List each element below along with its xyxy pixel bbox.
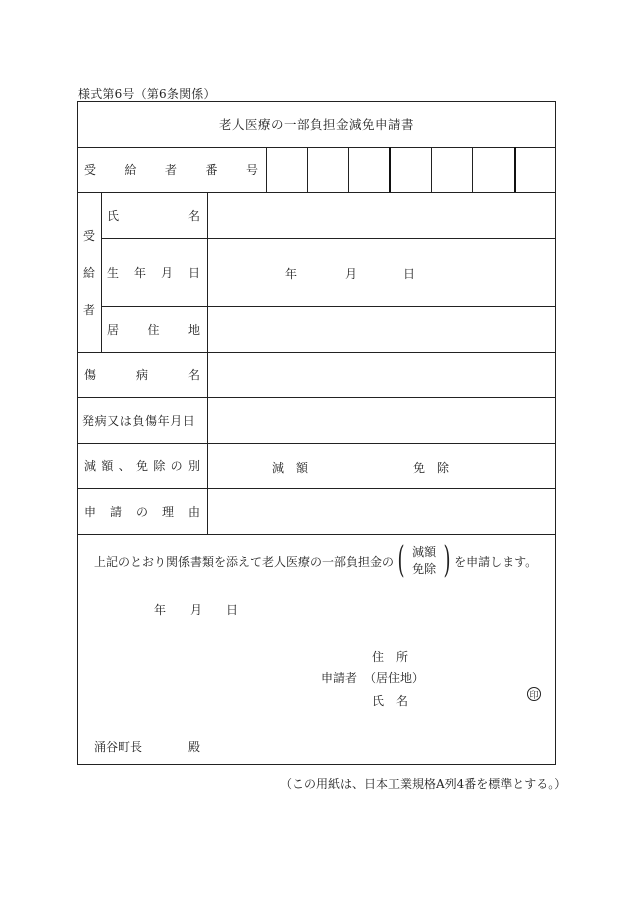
onset-field[interactable] bbox=[208, 398, 555, 443]
applicant-address-label: 住 所 bbox=[372, 650, 409, 664]
applicant-name-label: 氏 名 bbox=[372, 694, 409, 708]
choice-exemption[interactable]: 免除 bbox=[412, 562, 437, 576]
birth-day-unit: 日 bbox=[403, 267, 416, 281]
form-code: 様式第6号（第6条関係） bbox=[78, 87, 216, 101]
recipient-group-label: 受 給 者 bbox=[82, 228, 95, 317]
illness-label: 傷 病 名 bbox=[84, 368, 200, 382]
date-day-unit: 日 bbox=[226, 603, 239, 617]
birthdate-field[interactable] bbox=[208, 239, 555, 306]
birth-year-unit: 年 bbox=[285, 267, 298, 281]
name-field[interactable] bbox=[208, 193, 555, 238]
right-paren: ) bbox=[443, 540, 451, 581]
recipient-number-boxes[interactable] bbox=[267, 148, 555, 192]
column-divider bbox=[101, 192, 102, 352]
applicant-label: 申請者 bbox=[321, 671, 358, 685]
illness-field[interactable] bbox=[208, 353, 555, 397]
honorific: 殿 bbox=[188, 740, 201, 754]
recipient-number-label: 受 給 者 番 号 bbox=[84, 163, 258, 177]
birth-month-unit: 月 bbox=[345, 267, 358, 281]
birthdate-label: 生 年 月 日 bbox=[107, 265, 200, 280]
footnote: （この用紙は、日本工業規格A列4番を標準とする。） bbox=[280, 777, 567, 791]
statement bbox=[94, 540, 538, 581]
statement-after: を申請します。 bbox=[454, 554, 538, 569]
option-exemption[interactable]: 免 除 bbox=[413, 461, 450, 475]
date-month-unit: 月 bbox=[190, 603, 203, 617]
statement-before: 上記のとおり関係書類を添えて老人医療の一部負担金の bbox=[94, 554, 395, 569]
addressee: 涌谷町長 bbox=[94, 740, 143, 754]
name-label: 氏 名 bbox=[107, 208, 200, 223]
type-label: 減 額 、 免 除 の 別 bbox=[84, 459, 200, 473]
reason-field[interactable] bbox=[208, 489, 555, 534]
reason-label: 申 請 の 理 由 bbox=[84, 504, 200, 519]
applicant-residence-label: （居住地） bbox=[364, 671, 425, 685]
row-divider bbox=[77, 534, 556, 535]
seal-mark: 印 bbox=[527, 687, 541, 701]
choice-reduction[interactable]: 減額 bbox=[412, 545, 437, 559]
address-field[interactable] bbox=[208, 307, 555, 352]
option-reduction[interactable]: 減 額 bbox=[272, 461, 309, 475]
form-title: 老人医療の一部負担金減免申請書 bbox=[218, 117, 414, 132]
statement-choice bbox=[408, 544, 440, 578]
address-label: 居 住 地 bbox=[107, 322, 200, 337]
date-year-unit: 年 bbox=[154, 603, 167, 617]
left-paren: ( bbox=[397, 540, 405, 581]
onset-label: 発病又は負傷年月日 bbox=[82, 413, 196, 428]
